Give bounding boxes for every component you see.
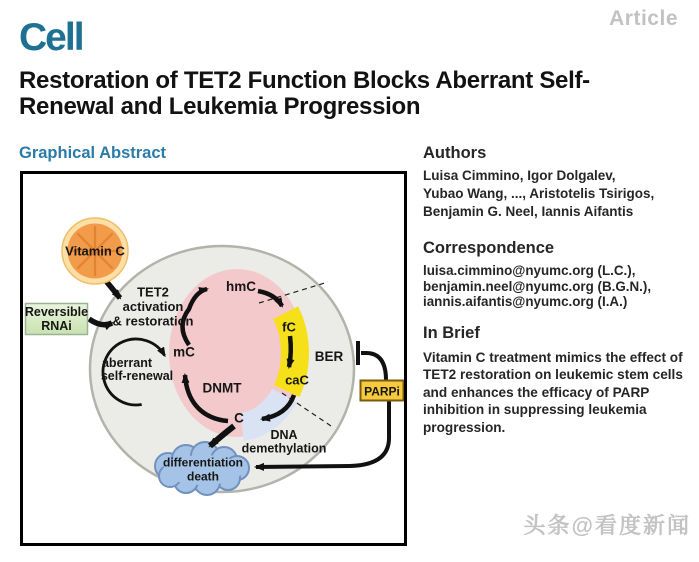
correspondence-email-link[interactable]: iannis.aifantis@nyumc.org (I.A.) (423, 294, 628, 310)
author-line: Benjamin G. Neel, Iannis Aifantis (423, 204, 634, 219)
cell-journal-logo: Cell (19, 16, 83, 59)
correspondence-email-link[interactable]: luisa.cimmino@nyumc.org (L.C.), (423, 263, 636, 278)
parpi-inhibition-line (361, 353, 386, 380)
graphical-abstract-panel (20, 171, 407, 546)
dna-demethylation-label-line2: demethylation (241, 441, 327, 456)
fc-label: fC (282, 319, 296, 335)
mc-label: mC (173, 344, 195, 360)
paper-title (19, 68, 689, 120)
aberrant-self-renewal-label-line2: self-renewal (100, 369, 174, 383)
dna-demethylation-label-line1: DNA (270, 428, 298, 442)
author-line: Yubao Wang, ..., Aristotelis Tsirigos, (423, 186, 655, 201)
cloud-label-line2: death (186, 469, 220, 484)
rnai-label-line2: RNAi (41, 319, 72, 333)
tet2-label-line1: TET2 (137, 284, 169, 300)
arrow-fc-to-cac (289, 336, 291, 367)
rnai-label-line1: Reversible (24, 305, 89, 319)
dnmt-label: DNMT (202, 380, 242, 396)
ber-label: BER (314, 349, 344, 364)
tet2-label-line2: activation (122, 299, 184, 314)
in-brief-text: Vitamin C treatment mimics the effect of TET2 restoration on leukemic stem cells and enhances the efficacy of PARP inhibition in suppressing leukemia progression. (423, 350, 683, 435)
graphical-abstract-figure (23, 174, 404, 543)
vitamin-c-label: Vitamin C (65, 243, 125, 259)
parpi-label: PARPi (364, 384, 400, 399)
correspondence-heading: Correspondence (423, 239, 555, 257)
paper-title-line2: Renewal and Leukemia Progression (19, 93, 421, 120)
paper-title-line1: Restoration of TET2 Function Blocks Aberrant Self- (19, 67, 590, 94)
correspondence-email-link[interactable]: benjamin.neel@nyumc.org (B.G.N.), (423, 278, 652, 294)
graphical-abstract-heading: Graphical Abstract (19, 144, 167, 162)
authors-heading: Authors (423, 144, 487, 162)
article-type-badge: Article (609, 7, 678, 30)
authors-list (423, 167, 689, 221)
correspondence-list (423, 263, 689, 310)
tet2-label-line3: & restoration (112, 313, 194, 329)
watermark: 头条@看度新闻 (523, 513, 691, 538)
c-label: C (234, 410, 244, 426)
arrow-vitaminc-to-tet2 (106, 281, 120, 298)
vitamin-c-orange (62, 218, 128, 284)
hmc-label: hmC (226, 279, 256, 294)
author-line: Luisa Cimmino, Igor Dolgalev, (423, 168, 616, 183)
in-brief-heading: In Brief (423, 324, 480, 342)
aberrant-self-renewal-label-line1: aberrant (101, 356, 153, 370)
cloud-label-line1: differentiation (163, 455, 243, 470)
cac-label: caC (285, 372, 309, 388)
